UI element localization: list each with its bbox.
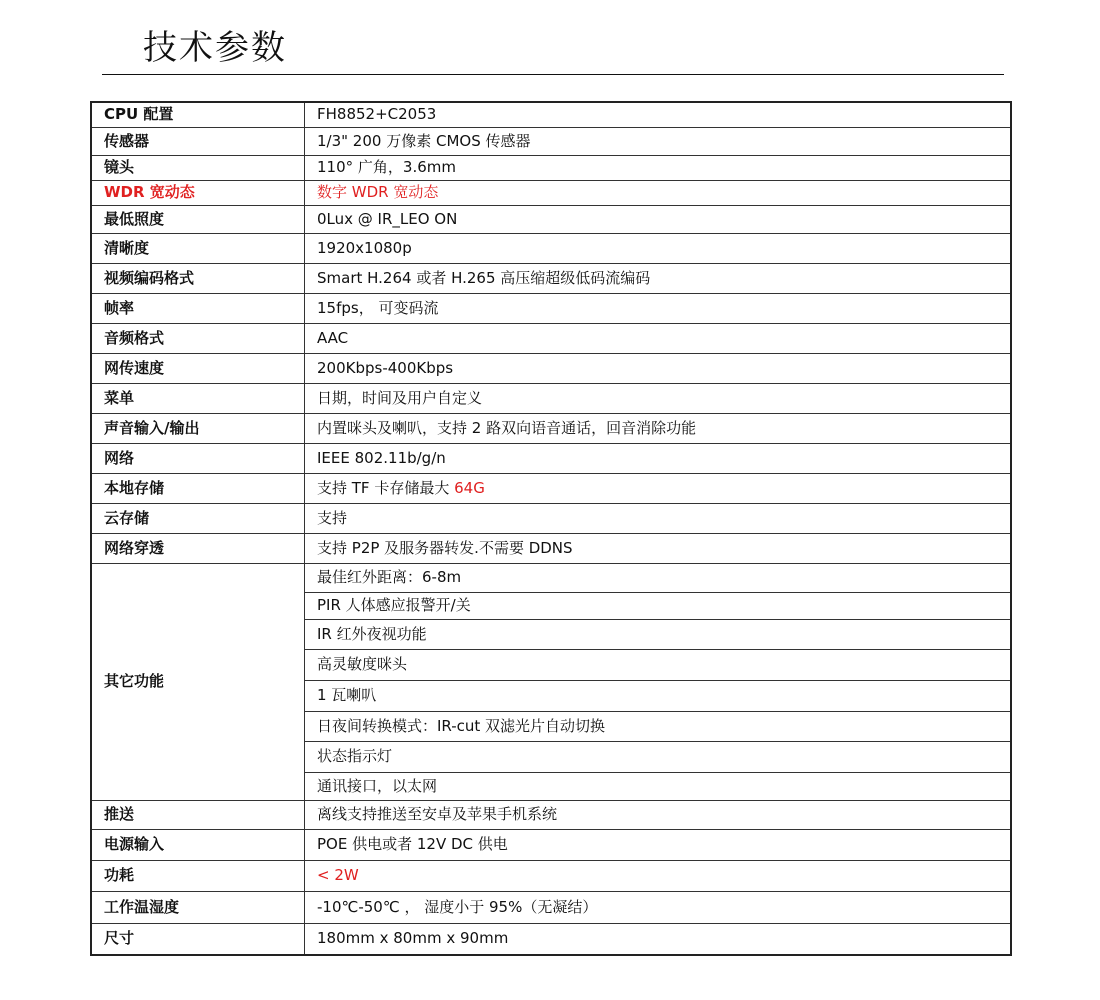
spec-table [90,101,1012,956]
table-row [91,829,1011,860]
spec-key: 网络 [91,443,305,473]
spec-value: 数字 WDR 宽动态 [305,180,1012,205]
table-row [91,353,1011,383]
spec-value: 1/3" 200 万像素 CMOS 传感器 [305,127,1012,155]
table-row [91,473,1011,503]
table-row [91,180,1011,205]
table-row [91,923,1011,955]
table-row [91,413,1011,443]
spec-key: 帧率 [91,293,305,323]
table-row [91,383,1011,413]
table-row [91,127,1011,155]
spec-key: 传感器 [91,127,305,155]
table-row [91,205,1011,233]
spec-value: 支持 [305,503,1012,533]
spec-value: POE 供电或者 12V DC 供电 [305,829,1012,860]
spec-key: 电源输入 [91,829,305,860]
spec-value: Smart H.264 或者 H.265 高压缩超级低码流编码 [305,263,1012,293]
table-row [91,860,1011,891]
spec-value: 支持 P2P 及服务器转发.不需要 DDNS [305,533,1012,563]
spec-value: 15fps， 可变码流 [305,293,1012,323]
table-row [91,503,1011,533]
spec-value: 离线支持推送至安卓及苹果手机系统 [305,800,1012,829]
other-feature-item: 通讯接口，以太网 [305,772,1012,800]
table-row [91,323,1011,353]
spec-key: 清晰度 [91,233,305,263]
spec-value: 1920x1080p [305,233,1012,263]
other-feature-item: 日夜间转换模式：IR-cut 双滤光片自动切换 [305,711,1012,741]
spec-key: 菜单 [91,383,305,413]
other-feature-item: PIR 人体感应报警开/关 [305,592,1012,619]
other-features-key: 其它功能 [91,563,305,800]
spec-key: 声音输入/输出 [91,413,305,443]
spec-key: 网络穿透 [91,533,305,563]
spec-value: 日期，时间及用户自定义 [305,383,1012,413]
other-feature-item: 最佳红外距离：6-8m [305,563,1012,592]
page-title: 技术参数 [143,28,287,68]
spec-value: 180mm x 80mm x 90mm [305,923,1012,955]
spec-key: 镜头 [91,155,305,180]
storage-max-highlight: 64G [454,478,485,497]
table-row [91,233,1011,263]
spec-key: 尺寸 [91,923,305,955]
spec-value: IEEE 802.11b/g/n [305,443,1012,473]
other-feature-item: IR 红外夜视功能 [305,619,1012,649]
spec-value: AAC [305,323,1012,353]
spec-key: 推送 [91,800,305,829]
table-row [91,155,1011,180]
table-row [91,891,1011,923]
spec-key: 网传速度 [91,353,305,383]
spec-value-text: 支持 TF 卡存储最大 [317,478,455,497]
spec-key: 本地存储 [91,473,305,503]
spec-value: < 2W [305,860,1012,891]
spec-value: -10℃-50℃ ， 湿度小于 95%（无凝结） [305,891,1012,923]
spec-value: 0Lux @ IR_LEO ON [305,205,1012,233]
spec-key: CPU 配置 [91,102,305,127]
spec-key: 视频编码格式 [91,263,305,293]
other-feature-item: 1 瓦喇叭 [305,680,1012,711]
table-row [91,800,1011,829]
table-row [91,263,1011,293]
spec-key: 功耗 [91,860,305,891]
spec-value: FH8852+C2053 [305,102,1012,127]
spec-key: WDR 宽动态 [91,180,305,205]
table-row [91,293,1011,323]
spec-value: 110° 广角，3.6mm [305,155,1012,180]
table-row [91,443,1011,473]
spec-value [305,473,1012,503]
table-row [91,563,1011,592]
other-feature-item: 状态指示灯 [305,741,1012,772]
spec-key: 云存储 [91,503,305,533]
spec-key: 音频格式 [91,323,305,353]
spec-key: 最低照度 [91,205,305,233]
table-row [91,533,1011,563]
table-row [91,102,1011,127]
title-divider [102,74,1004,75]
spec-key: 工作温湿度 [91,891,305,923]
spec-value: 200Kbps-400Kbps [305,353,1012,383]
other-feature-item: 高灵敏度咪头 [305,649,1012,680]
spec-value: 内置咪头及喇叭，支持 2 路双向语音通话，回音消除功能 [305,413,1012,443]
